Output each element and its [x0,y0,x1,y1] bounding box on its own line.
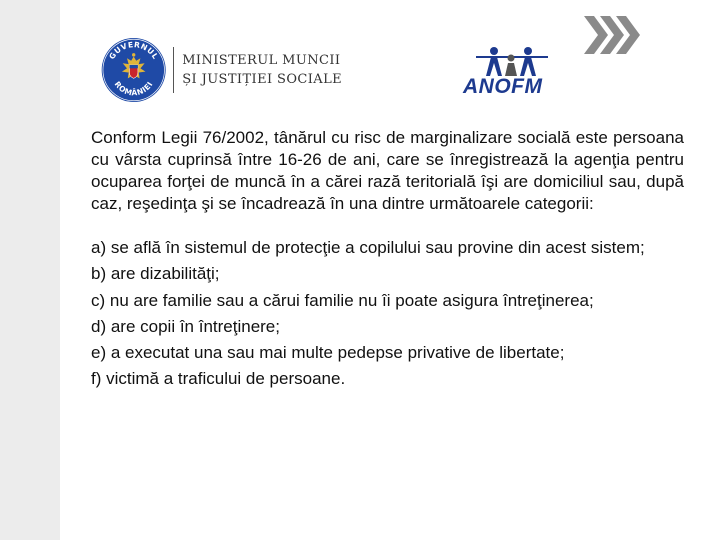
anofm-wordmark: ANOFM [463,75,543,98]
logo-divider [173,47,174,93]
criteria-item: b) are dizabilităţi; [91,264,220,283]
criteria-list [91,237,684,390]
criteria-item: a) se află în sistemul de protecţie a copilului sau provine din acest sistem; [91,238,645,257]
svg-text:ROMÂNIEI: ROMÂNIEI [112,79,155,98]
anofm-logo [460,46,564,100]
criteria-item: c) nu are familie sau a cărui familie nu îi poate asigura întreţinerea; [91,291,594,310]
ministry-name-line-2: ȘI JUSTIȚIEI SOCIALE [182,72,342,87]
main-content [91,127,684,394]
ministry-name-line-1: MINISTERUL MUNCII [182,53,341,68]
chevron-arrows-icon [584,16,642,54]
side-band [0,0,60,540]
criteria-item: e) a executat una sau mai multe pedepse privative de libertate; [91,343,565,362]
svg-text:GUVERNUL: GUVERNUL [107,40,161,62]
criteria-item: f) victimă a traficului de persoane. [91,369,346,388]
government-logo [100,30,342,110]
intro-paragraph: Conform Legii 76/2002, tânărul cu risc de marginalizare socială este persoana cu vârsta cuprinsă între 16-26 de ani, care se înregistrează la agenţia pentru ocuparea forţei de muncă în a cărei rază teritorială îşi are domiciliul sau, după caz, reşedinţa şi se încadrează în una dintre următoarele categorii: [91,128,684,213]
anofm-figures-icon [462,46,562,76]
government-seal-icon [100,30,167,110]
criteria-item: d) are copii în întreţinere; [91,317,280,336]
ministry-name [182,51,342,89]
